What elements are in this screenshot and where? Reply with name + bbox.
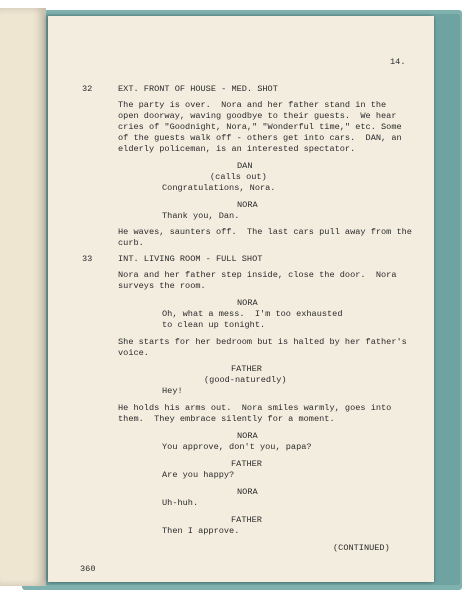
- action-line: Nora and her father step inside, close the door. Nora: [118, 270, 397, 280]
- character-name: NORA: [237, 431, 258, 441]
- action-line: of the guests walk off - others get into cars. DAN, an: [118, 133, 402, 143]
- bottom-page-number: 360: [80, 564, 96, 574]
- script-page: [48, 16, 434, 582]
- character-name: NORA: [237, 200, 258, 210]
- action-line: He waves, saunters off. The last cars pull away from the: [118, 227, 412, 237]
- action-line: open doorway, waving goodbye to their guests. We hear: [118, 111, 397, 121]
- action-line: She starts for her bedroom but is halted by her father's: [118, 337, 407, 347]
- action-line: The party is over. Nora and her father stand in the: [118, 100, 387, 110]
- continued-marker: (CONTINUED): [333, 543, 390, 553]
- dialogue-line: Congratulations, Nora.: [162, 183, 276, 193]
- action-line: cries of "Goodnight, Nora," "Wonderful time," etc. Some: [118, 122, 402, 132]
- scene-heading-33: INT. LIVING ROOM - FULL SHOT: [118, 254, 263, 264]
- dialogue-line: Are you happy?: [162, 470, 235, 480]
- dialogue-line: Thank you, Dan.: [162, 211, 240, 221]
- scene-heading-32: EXT. FRONT OF HOUSE - MED. SHOT: [118, 84, 278, 94]
- character-name: NORA: [237, 298, 258, 308]
- scene-number-33: 33: [82, 254, 93, 264]
- parenthetical: (good-naturedly): [204, 375, 287, 385]
- dialogue-line: Then I approve.: [162, 526, 240, 536]
- action-line: voice.: [118, 348, 149, 358]
- action-line: elderly policeman, is an interested spectator.: [118, 144, 356, 154]
- action-line: He holds his arms out. Nora smiles warmly, goes into: [118, 403, 392, 413]
- character-name: FATHER: [231, 459, 262, 469]
- dialogue-line: Hey!: [162, 386, 183, 396]
- character-name: FATHER: [231, 364, 262, 374]
- dialogue-line: Uh-huh.: [162, 498, 199, 508]
- dialogue-line: Oh, what a mess. I'm too exhausted: [162, 309, 343, 319]
- action-line: them. They embrace silently for a moment.: [118, 414, 335, 424]
- character-name: NORA: [237, 487, 258, 497]
- dialogue-line: to clean up tonight.: [162, 320, 266, 330]
- parenthetical: (calls out): [210, 172, 267, 182]
- action-line: curb.: [118, 238, 144, 248]
- scene-number-32: 32: [82, 84, 93, 94]
- character-name: FATHER: [231, 515, 262, 525]
- page-number: 14.: [390, 57, 406, 67]
- character-name: DAN: [237, 161, 253, 171]
- action-line: surveys the room.: [118, 281, 206, 291]
- dialogue-line: You approve, don't you, papa?: [162, 442, 312, 452]
- previous-page-edge: [0, 8, 46, 586]
